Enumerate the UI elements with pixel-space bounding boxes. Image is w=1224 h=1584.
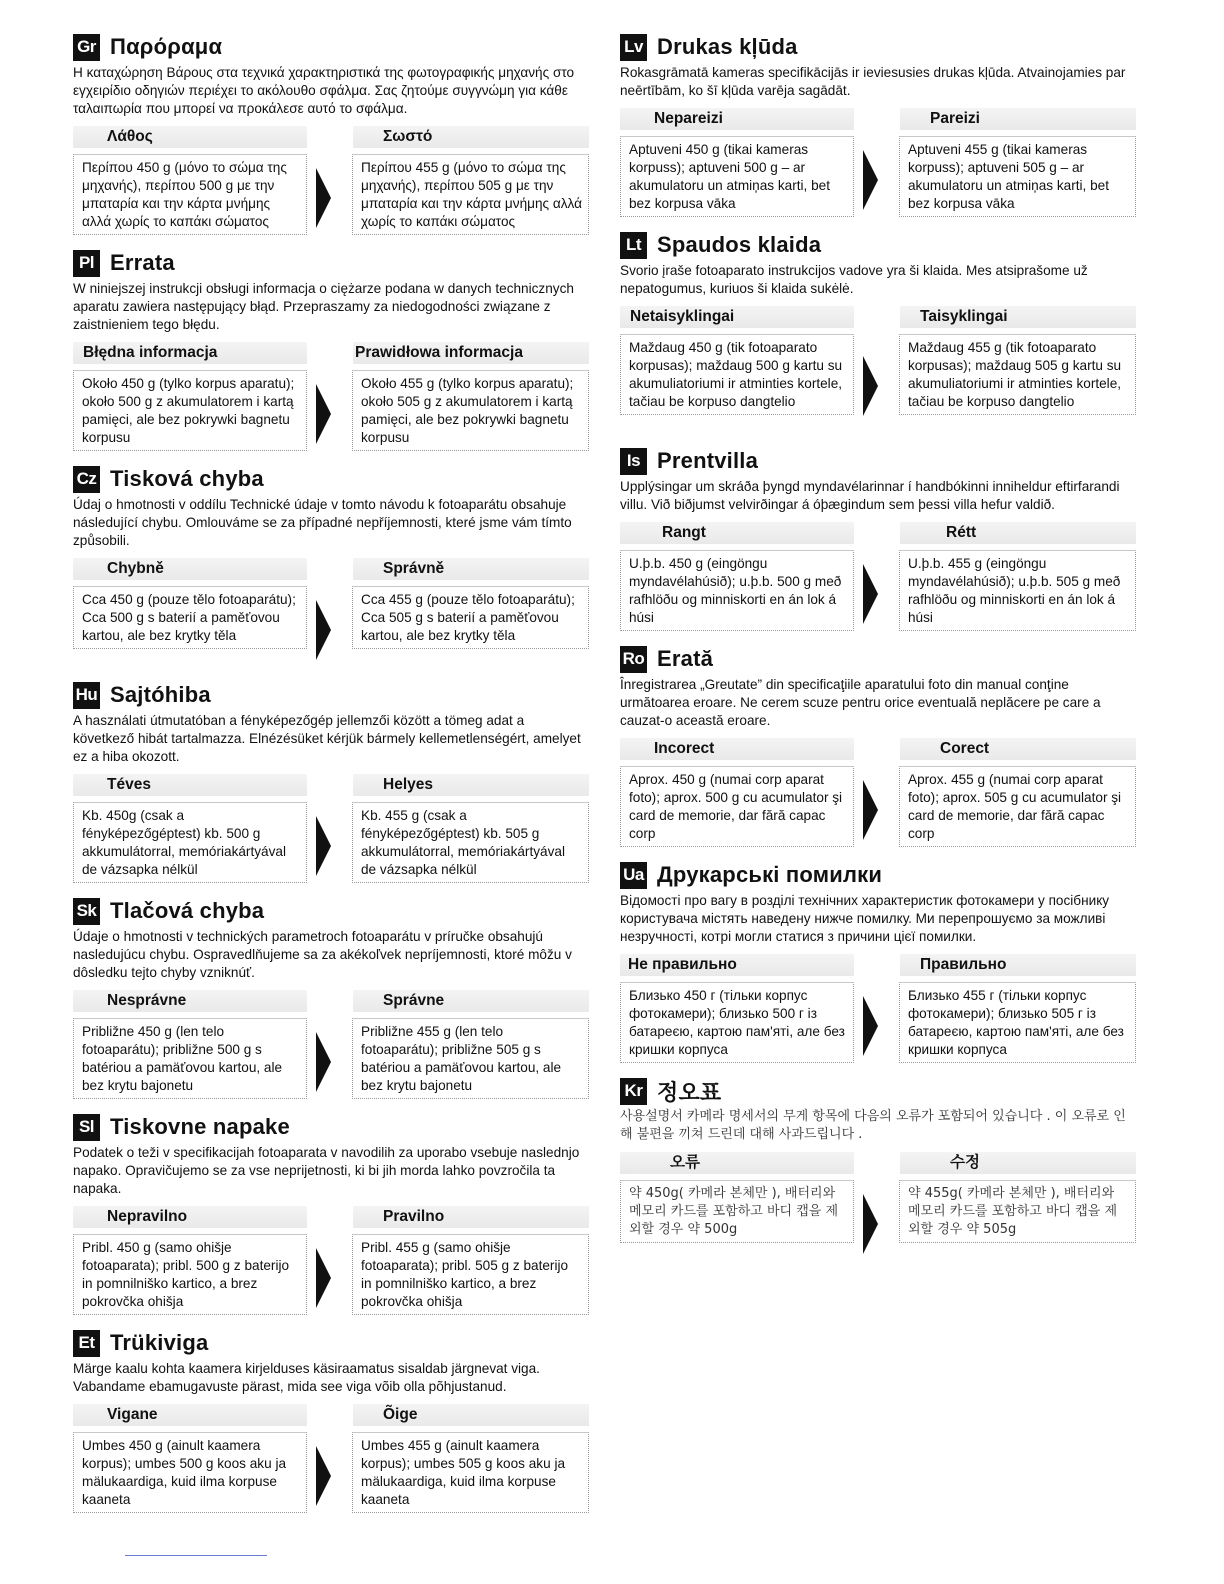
language-badge: Hu — [73, 682, 100, 709]
section-header — [73, 680, 589, 710]
correct-label: Pareizi — [900, 108, 1136, 130]
language-badge: Ro — [620, 646, 647, 673]
correct-text: Pribl. 455 g (samo ohišje fotoaparata); pribl. 505 g z baterijo in pomnilniško kartico, a brez pokrovčka ohišja — [352, 1234, 589, 1315]
wrong-text: Maždaug 450 g (tik fotoaparato korpusas); maždaug 500 g kartu su akumuliatoriumi ir atminties kortele, tačiau be korpuso dangtelio — [620, 334, 854, 415]
section-et — [73, 1328, 589, 1526]
section-header — [73, 464, 589, 494]
correct-label: Правильно — [900, 954, 1136, 976]
section-kr — [620, 1076, 1136, 1274]
correct-label: Pravilno — [353, 1206, 589, 1228]
section-title: Erată — [657, 646, 714, 671]
wrong-text: Περίπου 450 g (μόνο το σώμα της μηχανής), περίπου 500 g με την μπαταρία και την κάρτα μνήμης αλλά χωρίς το καπάκι σώματος — [73, 154, 307, 235]
arrow-right-icon — [863, 564, 878, 624]
correct-text: Około 455 g (tylko korpus aparatu); około 505 g z akumulatorem i kartą pamięci, ale bez pokrywki bagnetu korpusu — [352, 370, 589, 451]
errata-table — [73, 986, 589, 1112]
wrong-text: Umbes 450 g (ainult kaamera korpus); umbes 500 g koos aku ja mälukaardiga, kuid ilma korpuse kaaneta — [73, 1432, 307, 1513]
section-intro: Rokasgrāmatā kameras specifikācijās ir ieviesusies drukas kļūda. Atvainojamies par neērtībām, ko šī kļūda varēja sagādāt. — [620, 65, 1126, 98]
correct-label: Σωστό — [353, 126, 589, 148]
section-sk — [73, 896, 589, 1112]
section-intro: Відомості про вагу в розділі технічних характеристик фотокамери у посібнику користувача містять наведену нижче помилку. Ми перепрошуємо за можливі незручності, котрі могли статися з причини цієї помилки. — [620, 893, 1110, 944]
wrong-label: Nepravilno — [73, 1206, 307, 1228]
section-title: Παρόραμα — [110, 34, 223, 59]
wrong-text: 약 450g( 카메라 본체만 ), 배터리와 메모리 카드를 포함하고 바디 캡을 제외할 경우 약 500g — [620, 1180, 854, 1243]
section-intro: Podatek o teži v specifikacijah fotoaparata v navodilih za uporabo vsebuje naslednjo napako. Opravičujemo se za vse neprijetnosti, ki bi jih morda lahko povzročila ta napaka. — [73, 1145, 580, 1196]
right-column — [620, 32, 1136, 1274]
wrong-text: U.þ.b. 450 g (eingöngu myndavélahúsið); u.þ.b. 500 g með rafhlöðu og minniskorti en án lok á húsi — [620, 550, 854, 631]
wrong-label: Nesprávne — [73, 990, 307, 1012]
correct-label: Správně — [353, 558, 589, 580]
arrow-right-icon — [316, 600, 331, 660]
wrong-label: Téves — [73, 774, 307, 796]
wrong-text: Približne 450 g (len telo fotoaparátu); približne 500 g s batériou a pamäťovou kartou, ale bez krytu bajonetu — [73, 1018, 307, 1099]
errata-table — [73, 1400, 589, 1526]
section-header — [73, 1112, 589, 1142]
language-badge: Lt — [620, 232, 647, 259]
correct-label: Helyes — [353, 774, 589, 796]
correct-label: Rétt — [900, 522, 1136, 544]
wrong-label: Incorect — [620, 738, 854, 760]
wrong-label: Nepareizi — [620, 108, 854, 130]
footer-rule — [125, 1555, 267, 1556]
errata-table — [73, 122, 589, 248]
section-gr — [73, 32, 589, 248]
section-intro: 사용설명서 카메라 명세서의 무게 항목에 다음의 오류가 포함되어 있습니다 . 이 오류로 인해 불편을 끼쳐 드린데 대해 사과드립니다 . — [620, 1109, 1126, 1142]
wrong-label: Rangt — [620, 522, 854, 544]
errata-table — [73, 770, 589, 896]
arrow-right-icon — [316, 1446, 331, 1506]
section-title: Prentvilla — [657, 448, 759, 473]
correct-text: Približne 455 g (len telo fotoaparátu); približne 505 g s batériou a pamäťovou kartou, ale bez krytu bajonetu — [352, 1018, 589, 1099]
language-badge: Lv — [620, 34, 647, 61]
wrong-label: 오류 — [620, 1152, 854, 1174]
section-lt — [620, 230, 1136, 446]
section-pl — [73, 248, 589, 464]
section-intro: Înregistrarea „Greutate” din specificaţiile aparatului foto din manual conţine următoarea eroare. Ne cerem scuze pentru orice eventuală neplăcere pe care a cauzat-o această eroare. — [620, 677, 1101, 728]
wrong-text: Pribl. 450 g (samo ohišje fotoaparata); pribl. 500 g z baterijo in pomnilniško kartico, a brez pokrovčka ohišja — [73, 1234, 307, 1315]
errata-table — [620, 302, 1136, 446]
arrow-right-icon — [316, 1032, 331, 1092]
section-header — [620, 644, 1136, 674]
section-header — [73, 896, 589, 926]
arrow-right-icon — [316, 816, 331, 876]
section-title: Drukas kļūda — [657, 34, 798, 59]
correct-text: Maždaug 455 g (tik fotoaparato korpusas); maždaug 505 g kartu su akumuliatoriumi ir atminties kortele, tačiau be korpuso dangtelio — [899, 334, 1136, 415]
section-header — [620, 446, 1136, 476]
errata-table — [620, 1148, 1136, 1274]
correct-text: Cca 455 g (pouze tělo fotoaparátu); Cca 505 g s baterií a paměťovou kartou, ale bez krytky těla — [352, 586, 589, 649]
section-header — [73, 248, 589, 278]
errata-table — [73, 1202, 589, 1328]
wrong-label: Vigane — [73, 1404, 307, 1426]
wrong-text: Kb. 450g (csak a fényképezőgéptest) kb. 500 g akkumulátorral, memóriakártyával de vázsapka nélkül — [73, 802, 307, 883]
language-badge: Sl — [73, 1114, 100, 1141]
correct-label: 수정 — [900, 1152, 1136, 1174]
section-title: Tiskovne napake — [110, 1114, 290, 1139]
language-badge: Kr — [620, 1078, 647, 1105]
correct-text: U.þ.b. 455 g (eingöngu myndavélahúsið); u.þ.b. 505 g með rafhlöðu og minniskorti en án lok á húsi — [899, 550, 1136, 631]
section-intro: Upplýsingar um skráða þyngd myndavélarinnar í handbókinni inniheldur eftirfarandi villu. Við biðjumst velvirðingar á óþægindum sem þessi villa hefur valdið. — [620, 479, 1120, 512]
section-title: Trükiviga — [110, 1330, 209, 1355]
language-badge: Is — [620, 448, 647, 475]
section-ro — [620, 644, 1136, 860]
section-header — [620, 1076, 1136, 1106]
wrong-text: Aptuveni 450 g (tikai kameras korpuss); aptuveni 500 g – ar akumulatoru un atmiņas karti, bet bez korpusa vāka — [620, 136, 854, 217]
arrow-right-icon — [863, 996, 878, 1056]
arrow-right-icon — [863, 780, 878, 840]
section-header — [73, 32, 589, 62]
correct-text: Aptuveni 455 g (tikai kameras korpuss); aptuveni 505 g – ar akumulatoru un atmiņas karti, bet bez korpusa vāka — [899, 136, 1136, 217]
arrow-right-icon — [863, 150, 878, 210]
section-intro: Märge kaalu kohta kaamera kirjelduses käsiraamatus sisaldab järgnevat viga. Vabandame ebamugavuste pärast, mida see viga võib olla põhjustanud. — [73, 1361, 540, 1394]
section-sl — [73, 1112, 589, 1328]
arrow-right-icon — [316, 1248, 331, 1308]
section-intro: W niniejszej instrukcji obsługi informacja o ciężarze podana w danych technicznych aparatu zawiera następujący błąd. Przepraszamy za niedogodności związane z zaistnieniem tego błędu. — [73, 281, 574, 332]
correct-label: Správne — [353, 990, 589, 1012]
section-intro: Údaje o hmotnosti v technických parametroch fotoaparátu v príručke obsahujú nasledujúcu chybu. Ospravedlňujeme sa za akékoľvek nepríjemnosti, ktoré môžu v dôsledku tejto chyby vzniknúť. — [73, 929, 572, 980]
correct-label: Õige — [353, 1404, 589, 1426]
errata-table — [620, 104, 1136, 230]
arrow-right-icon — [316, 384, 331, 444]
language-badge: Pl — [73, 250, 100, 277]
wrong-text: Około 450 g (tylko korpus aparatu); około 500 g z akumulatorem i kartą pamięci, ale bez pokrywki bagnetu korpusu — [73, 370, 307, 451]
errata-table — [620, 950, 1136, 1076]
section-intro: Svorio įraše fotoaparato instrukcijos vadove yra ši klaida. Mes atsiprašome už nepatogumus, kuriuos ši klaida sukėlė. — [620, 263, 1088, 296]
section-header — [620, 32, 1136, 62]
correct-text: Aprox. 455 g (numai corp aparat foto); aprox. 505 g cu acumulator şi card de memorie, dar fără capac corp — [899, 766, 1136, 847]
wrong-label: Chybně — [73, 558, 307, 580]
section-header — [620, 860, 1136, 890]
errata-table — [73, 338, 589, 464]
section-title: Друкарські помилки — [657, 862, 883, 887]
language-badge: Et — [73, 1330, 100, 1357]
section-header — [73, 1328, 589, 1358]
arrow-right-icon — [316, 168, 331, 228]
correct-text: Близько 455 г (тільки корпус фотокамери); близько 505 г із батареєю, картою пам'яті, але без кришки корпуса — [899, 982, 1136, 1063]
correct-label: Prawidłowa informacja — [353, 342, 589, 364]
correct-text: Kb. 455 g (csak a fényképezőgéptest) kb. 505 g akkumulátorral, memóriakártyával de vázsapka nélkül — [352, 802, 589, 883]
errata-table — [620, 734, 1136, 860]
wrong-label: Не правильно — [620, 954, 854, 976]
correct-label: Corect — [900, 738, 1136, 760]
errata-table — [620, 518, 1136, 644]
language-badge: Gr — [73, 34, 100, 61]
wrong-text: Близько 450 г (тільки корпус фотокамери); близько 500 г із батареєю, картою пам'яті, але без кришки корпуса — [620, 982, 854, 1063]
correct-label: Taisyklingai — [900, 306, 1136, 328]
arrow-right-icon — [863, 1194, 878, 1254]
section-hu — [73, 680, 589, 896]
wrong-label: Λάθος — [73, 126, 307, 148]
section-title: Errata — [110, 250, 175, 275]
errata-table — [73, 554, 589, 680]
wrong-label: Błędna informacja — [73, 342, 307, 364]
left-column — [73, 32, 589, 1526]
correct-text: Umbes 455 g (ainult kaamera korpus); umbes 505 g koos aku ja mälukaardiga, kuid ilma korpuse kaaneta — [352, 1432, 589, 1513]
language-badge: Sk — [73, 898, 100, 925]
section-intro: Η καταχώρηση Βάρους στα τεχνικά χαρακτηριστικά της φωτογραφικής μηχανής στο εγχειρίδιο οδηγιών περιέχει το ακόλουθο σφάλμα. Σας ζητούμε συγγνώμη για κάθε ταλαιπωρία που μπορεί να προκάλεσε αυτό το σφάλμα. — [73, 65, 575, 116]
section-title: Spaudos klaida — [657, 232, 822, 257]
correct-text: 약 455g( 카메라 본체만 ), 배터리와 메모리 카드를 포함하고 바디 캡을 제외할 경우 약 505g — [899, 1180, 1136, 1243]
section-title: Sajtóhiba — [110, 682, 211, 707]
section-title: Tlačová chyba — [110, 898, 265, 923]
section-intro: Údaj o hmotnosti v oddílu Technické údaje v tomto návodu k fotoaparátu obsahuje následující chybu. Omlouváme se za případné nepříjemnosti, které jsme vám tímto způsobili. — [73, 497, 572, 548]
arrow-right-icon — [863, 356, 878, 416]
section-header — [620, 230, 1136, 260]
section-title: Tisková chyba — [110, 466, 264, 491]
wrong-label: Netaisyklingai — [620, 306, 854, 328]
section-is — [620, 446, 1136, 644]
section-lv — [620, 32, 1136, 230]
wrong-text: Aprox. 450 g (numai corp aparat foto); aprox. 500 g cu acumulator şi card de memorie, dar fără capac corp — [620, 766, 854, 847]
language-badge: Ua — [620, 862, 647, 889]
section-cz — [73, 464, 589, 680]
correct-text: Περίπου 455 g (μόνο το σώμα της μηχανής), περίπου 505 g με την μπαταρία και την κάρτα μνήμης αλλά χωρίς το καπάκι σώματος — [352, 154, 589, 235]
section-ua — [620, 860, 1136, 1076]
section-title: 정오표 — [657, 1080, 722, 1106]
language-badge: Cz — [73, 466, 100, 493]
wrong-text: Cca 450 g (pouze tělo fotoaparátu); Cca 500 g s baterií a paměťovou kartou, ale bez krytky těla — [73, 586, 307, 649]
section-intro: A használati útmutatóban a fényképezőgép jellemzői között a tömeg adat a következő hibát tartalmazza. Elnézésüket kérjük bármely kellemetlenségért, amelyet ez a hiba okozott. — [73, 713, 581, 764]
